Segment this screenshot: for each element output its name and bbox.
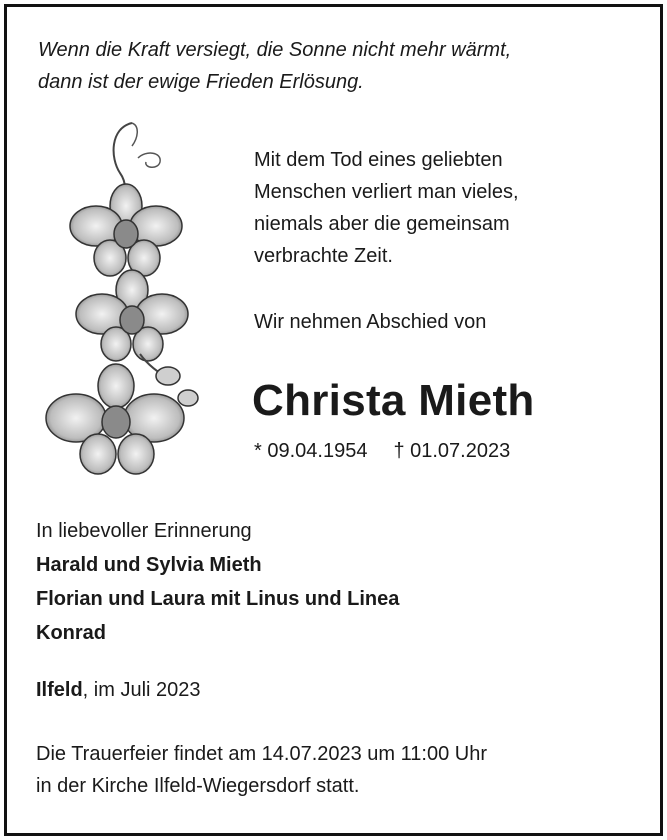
intro-line: Menschen verliert man vieles, <box>254 181 519 203</box>
place-month: , im Juli 2023 <box>82 679 201 701</box>
place-date <box>36 674 201 706</box>
mourners-heading: In liebevoller Erinnerung <box>36 520 252 542</box>
quote-line: dann ist der ewige Frieden Erlösung. <box>38 71 364 93</box>
mourners-block <box>36 514 399 650</box>
opening-quote <box>38 34 511 98</box>
service-line: Die Trauerfeier findet am 14.07.2023 um 11:00 Uhr <box>36 743 487 765</box>
service-line: in der Kirche Ilfeld-Wiegersdorf statt. <box>36 775 360 797</box>
mourner-name: Konrad <box>36 622 106 644</box>
intro-line: Mit dem Tod eines geliebten <box>254 149 503 171</box>
death-date: 01.07.2023 <box>410 440 511 462</box>
intro-text <box>254 144 519 272</box>
place-town: Ilfeld <box>36 679 83 701</box>
life-dates <box>254 436 510 466</box>
intro-line: niemals aber die gemeinsam <box>254 213 510 235</box>
deceased-name: Christa Mieth <box>252 376 535 425</box>
orchid-drawing <box>40 118 212 498</box>
birth-date: * 09.04.1954 <box>254 440 368 462</box>
quote-line: Wenn die Kraft versiegt, die Sonne nicht mehr wärmt, <box>38 39 512 61</box>
death-symbol: † <box>393 440 405 462</box>
intro-line: verbrachte Zeit. <box>254 245 393 267</box>
mourner-name: Florian und Laura mit Linus und Linea <box>36 588 400 610</box>
mourner-name: Harald und Sylvia Mieth <box>36 554 262 576</box>
farewell-line: Wir nehmen Abschied von <box>254 311 487 333</box>
funeral-service-info <box>36 738 487 802</box>
